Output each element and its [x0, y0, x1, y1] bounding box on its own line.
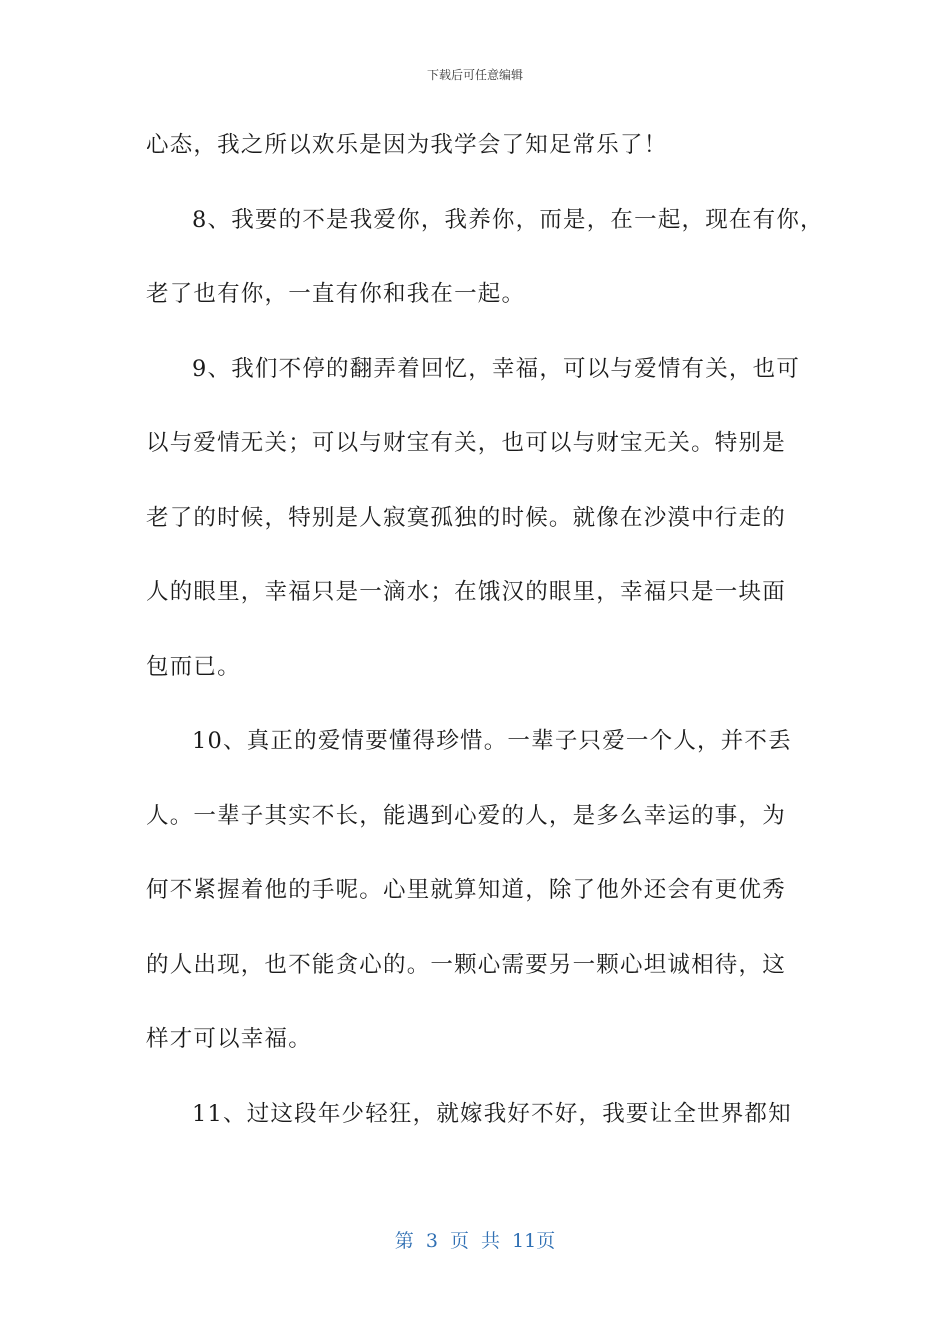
document-body [146, 122, 826, 1165]
text-line: 样才可以幸福。 [146, 1026, 312, 1052]
text-line: 人。一辈子其实不长，能遇到心爱的人，是多么幸运的事，为 [146, 802, 786, 829]
page-number-footer: 第 3 页 共 11页 [394, 1230, 556, 1252]
paragraph-8-first-line: 8、我要的不是我爱你，我养你，而是，在一起，现在有你， [192, 206, 824, 233]
text-line: 老了也有你，一直有你和我在一起。 [146, 281, 526, 307]
text-line: 包而已。 [146, 653, 241, 680]
page-header: 下载后可任意编辑 [426, 68, 523, 82]
paragraph-9-first-line: 9、我们不停的翻弄着回忆，幸福，可以与爱情有关，也可 [192, 355, 801, 382]
text-line: 人的眼里，幸福只是一滴水；在饿汉的眼里，幸福只是一块面 [146, 579, 786, 605]
paragraph-10-first-line: 10、真正的爱情要懂得珍惜。一辈子只爱一个人，并不丢 [192, 728, 792, 754]
text-line: 心态，我之所以欢乐是因为我学会了知足常乐了！ [146, 132, 668, 158]
text-line: 何不紧握着他的手呢。心里就算知道，除了他外还会有更优秀 [146, 877, 786, 903]
text-line: 老了的时候，特别是人寂寞孤独的时候。就像在沙漠中行走的 [146, 504, 786, 531]
text-line: 的人出现，也不能贪心的。一颗心需要另一颗心坦诚相待，这 [146, 951, 786, 978]
paragraph-11-first-line: 11、过这段年少轻狂，就嫁我好不好，我要让全世界都知 [192, 1100, 792, 1127]
text-line: 以与爱情无关；可以与财宝有关，也可以与财宝无关。特别是 [146, 430, 786, 456]
